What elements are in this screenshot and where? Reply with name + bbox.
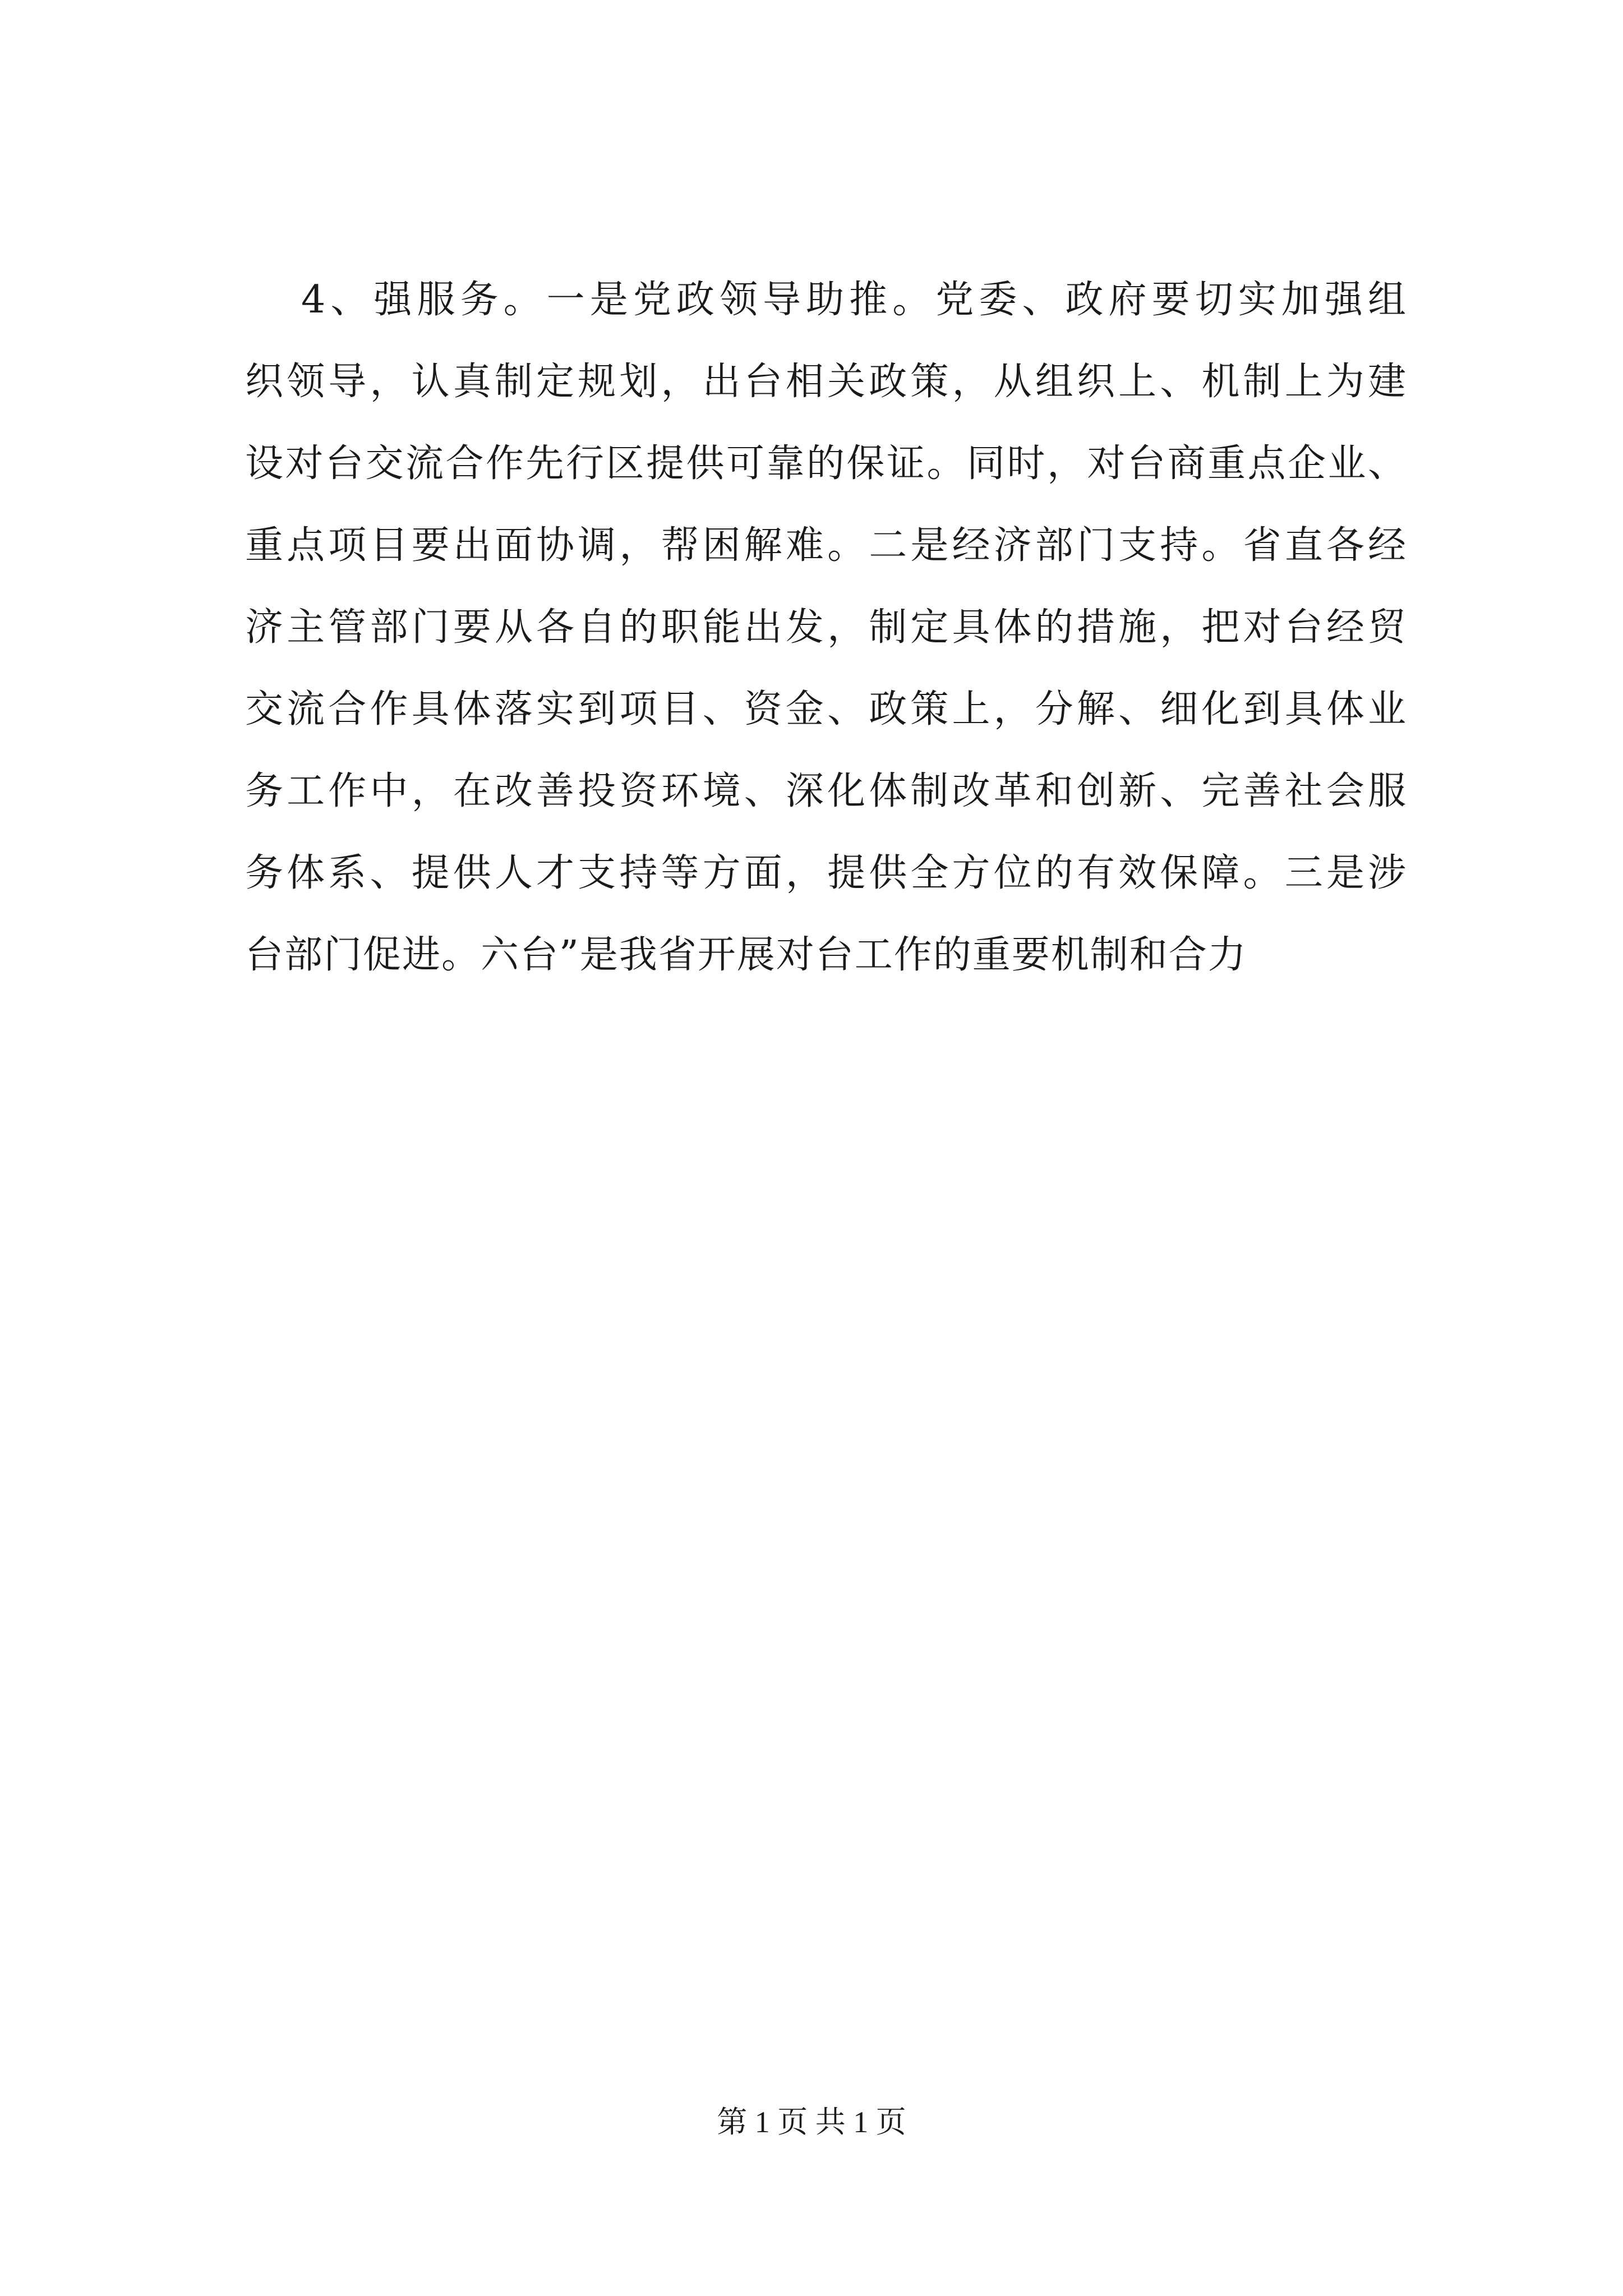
paragraph-line: 交流合作具体落实到项目、资金、政策上，分解、细化到具体业	[245, 687, 1406, 731]
page-footer: 第 1 页 共 1 页	[717, 2105, 906, 2139]
paragraph-line: 织领导，认真制定规划，出台相关政策，从组织上、机制上为建	[245, 360, 1406, 404]
paragraph-line: 设对台交流合作先行区提供可靠的保证。同时，对台商重点企业、	[245, 441, 1406, 486]
paragraph-line: 济主管部门要从各自的职能出发，制定具体的措施，把对台经贸	[245, 605, 1406, 650]
body-paragraph	[245, 259, 1406, 996]
paragraph-line: 务工作中，在改善投资环境、深化体制改革和创新、完善社会服	[245, 769, 1406, 813]
paragraph-line: 务体系、提供人才支持等方面，提供全方位的有效保障。三是涉	[245, 851, 1406, 895]
paragraph-line: 台部门促进。六台”是我省开展对台工作的重要机制和合力	[245, 933, 1247, 977]
paragraph-line: 重点项目要出面协调，帮困解难。二是经济部门支持。省直各经	[245, 523, 1406, 568]
paragraph-line: 4、强服务。一是党政领导助推。党委、政府要切实加强组	[301, 278, 1406, 322]
